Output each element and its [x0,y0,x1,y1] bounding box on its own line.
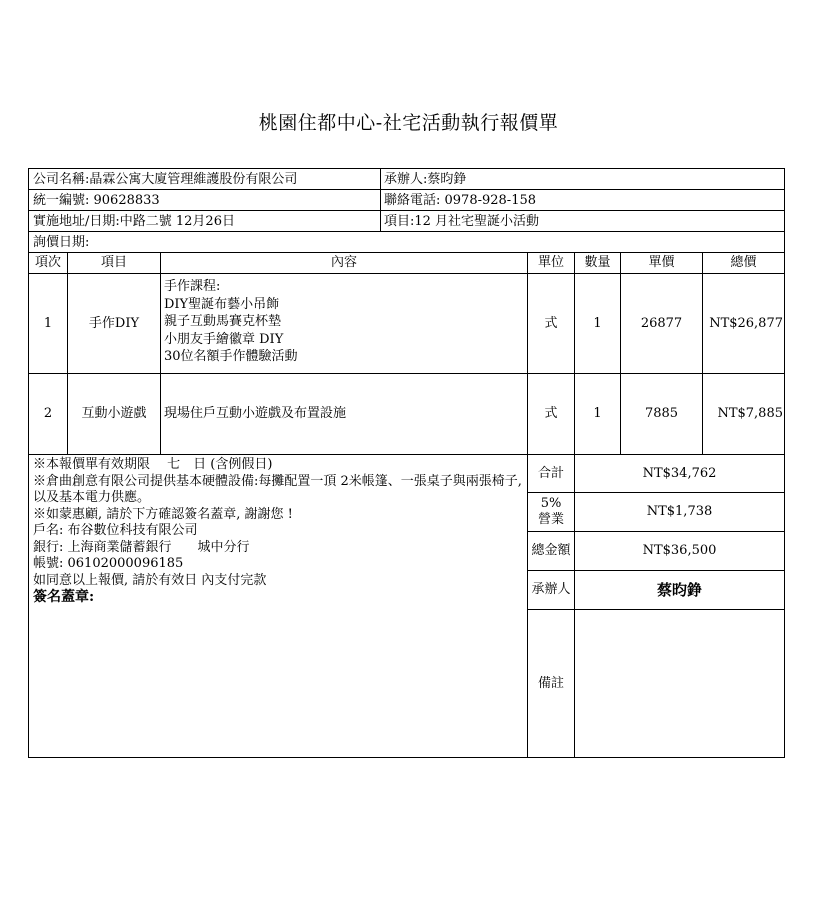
row-content: 現場住戶互動小遊戲及布置設施 [164,406,347,421]
grand-total-value: NT$36,500 [642,543,717,558]
contact-phone: 聯絡電話: 0978-928-158 [384,192,537,208]
row-unit-price: 7885 [644,406,679,421]
inquiry-date: 詢價日期: [33,234,90,250]
column-header-item: 項目 [100,255,127,270]
grid-line [380,169,381,231]
row-unit: 式 [544,406,558,421]
row-no: 2 [43,406,53,421]
remarks-label: 備註 [537,675,564,691]
note-line: 帳號: 06102000096185 [33,556,184,571]
remarks-value [575,610,784,757]
subtotal-value: NT$34,762 [642,465,717,481]
signature-label: 簽名蓋章: [33,589,95,605]
content-line: DIY聖誕布藝小吊飾 [164,296,280,312]
tax-label-rate: 5% [540,496,562,511]
grid-line [29,231,784,232]
column-header-unit-price: 單價 [648,255,675,270]
column-header-content: 內容 [330,255,357,270]
grid-line [160,252,161,454]
handler-name: 承辦人:蔡昀錚 [384,171,467,187]
row-content [164,278,524,366]
grand-total-label: 總金額 [531,543,571,558]
row-total: NT$7,885 [717,406,783,421]
page-title: 桃園住都中心-社宅活動執行報價單 [258,112,559,134]
note-line: 如同意以上報價, 請於有效日 內支付完款 [33,572,267,588]
grid-line [29,189,784,190]
column-header-qty: 數量 [584,255,611,270]
handler-label: 承辦人 [531,582,571,597]
row-qty: 1 [593,315,602,331]
content-line: 親子互動馬賽克杯墊 [164,314,282,329]
handler-value: 蔡昀錚 [656,581,702,599]
quotation-form [28,168,785,758]
row-item: 手作DIY [88,315,140,331]
terms-notes [33,457,528,606]
note-line: ※本報價單有效期限 七 日 (含例假日) [33,457,273,472]
content-line: 30位名額手作體驗活動 [164,349,298,364]
content-line: 小朋友手繪徽章 DIY [164,331,284,347]
note-line: ※如蒙惠顧, 請於下方確認簽名蓋章, 謝謝您 ! [33,506,293,522]
note-line: 銀行: 上海商業儲蓄銀行 城中分行 [33,539,250,555]
row-no: 1 [43,315,53,331]
column-header-total: 總價 [730,255,757,270]
note-line: 戶名: 布谷數位科技有限公司 [33,523,198,538]
address-date: 實施地址/日期:中路二號 12月26日 [33,213,235,229]
tax-value: NT$1,738 [646,504,713,519]
tax-label-text: 營業 [537,512,564,527]
column-header-unit: 單位 [537,255,564,270]
row-qty: 1 [593,406,602,421]
tax-label [528,493,574,531]
note-line: ※倉曲創意有限公司提供基本硬體設備:每攤配置一頂 2米帳篷、一張桌子與兩張椅子, 以及基本電力供應。 [33,473,522,505]
tax-id: 統一編號: 90628833 [33,192,160,208]
project-name: 項目:12 月社宅聖誕小活動 [384,213,540,229]
content-line: 手作課程: [164,279,221,294]
row-total: NT$26,877 [709,315,783,331]
row-unit: 式 [544,315,558,331]
row-unit-price: 26877 [640,315,683,331]
row-item: 互動小遊戲 [81,406,147,421]
company-name: 公司名稱:晶霖公寓大廈管理維護股份有限公司 [33,171,298,187]
grid-line [29,210,784,211]
column-header-no: 項次 [34,255,61,270]
subtotal-label: 合計 [537,465,564,481]
